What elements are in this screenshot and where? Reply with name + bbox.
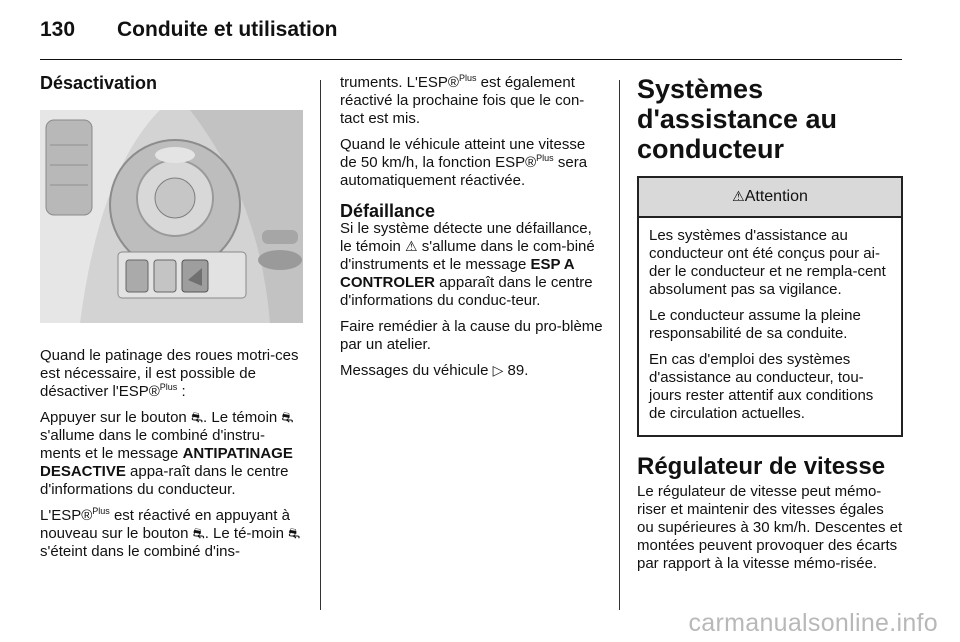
- column-1: [40, 74, 304, 569]
- paragraph: Quand le véhicule atteint une vitesse de 50 km/h, la fonction ESP®$^{Plus}$ sera automatiquement réactivée.: [340, 136, 588, 189]
- column-2: [340, 74, 604, 388]
- paragraph: Quand le patinage des roues motri-ces est nécessaire, il est possible de désactiver l'ESP®$^{Plus}$ :: [40, 347, 299, 400]
- chapter-title: Conduite et utilisation: [117, 18, 338, 41]
- paragraph: Appuyer sur le bouton ⛐. Le témoin ⛐ s'allume dans le combiné d'instru-ments et le message ANTIPATINAGE DESACTIVE appa-raît dans le centre d'informations du conducteur.: [40, 409, 294, 498]
- warning-paragraph: Le conducteur assume la pleine responsabilité de sa conduite.: [649, 307, 861, 342]
- paragraph: Le régulateur de vitesse peut mémo-riser et maintenir des vitesses égales ou supérieures à 30 km/h. Descentes et montées peuvent provoquer des écarts par rapport à la vitesse mémo-risée.: [637, 483, 903, 572]
- warning-header: [639, 178, 901, 218]
- paragraph: L'ESP®$^{Plus}$ est réactivé en appuyant à nouveau sur le bouton ⛐. Le té-moin ⛐ s'éteint dans le combiné d'ins-: [40, 506, 301, 560]
- dashboard-illustration: [40, 110, 303, 323]
- header-rule: [40, 59, 902, 60]
- esp-warning-icon: ⚠: [405, 239, 418, 255]
- warning-triangle-icon: ⚠: [732, 189, 745, 205]
- warning-title: Attention: [744, 188, 808, 205]
- paragraph: Si le système détecte une défaillance, le témoin ⚠ s'allume dans le com-biné d'instruments et le message ESP A CONTROLER apparaît dans le centre d'informations du conduc-teur.: [340, 220, 595, 309]
- message-text: ESP A CONTROLER: [340, 256, 575, 291]
- column-divider-1: [320, 80, 321, 610]
- section-heading-defaillance: Défaillance: [340, 201, 436, 221]
- warning-paragraph: En cas d'emploi des systèmes d'assistance au conducteur, tou-jours rester attentif aux conditions de circulation actuelles.: [649, 351, 874, 422]
- warning-box: [637, 176, 903, 437]
- section-heading-regulateur: Régulateur de vitesse: [637, 453, 886, 480]
- paragraph: Messages du véhicule ▷ 89.: [340, 362, 529, 379]
- page-header: [40, 18, 902, 48]
- dashboard-photo: [40, 110, 303, 323]
- section-heading-desactivation: Désactivation: [40, 73, 158, 93]
- warning-paragraph: Les systèmes d'assistance au conducteur ont été conçus pour ai-der le conducteur et ne rempla-cent absolument pas sa vigilance.: [649, 227, 886, 298]
- paragraph: Faire remédier à la cause du pro-blème par un atelier.: [340, 318, 603, 353]
- watermark: carmanualsonline.info: [688, 609, 938, 637]
- page-reference-link[interactable]: 89.: [507, 362, 529, 379]
- esp-off-icon: ⛐: [190, 410, 204, 426]
- esp-off-icon: ⛐: [281, 410, 294, 426]
- column-divider-2: [619, 80, 620, 610]
- section-heading-systemes: Systèmes d'assistance au conducteur: [637, 74, 838, 164]
- page-ref-icon: ▷: [492, 363, 504, 379]
- page-number: 130: [40, 18, 76, 41]
- column-3: [637, 74, 903, 581]
- paragraph: truments. L'ESP®$^{Plus}$ est également réactivé la prochaine fois que le con-tact est mis.: [340, 73, 585, 127]
- esp-off-icon: ⛐: [288, 526, 301, 542]
- esp-off-icon: ⛐: [192, 526, 205, 542]
- warning-body: [639, 218, 901, 435]
- message-text: ANTIPATINAGE DESACTIVE: [40, 445, 293, 480]
